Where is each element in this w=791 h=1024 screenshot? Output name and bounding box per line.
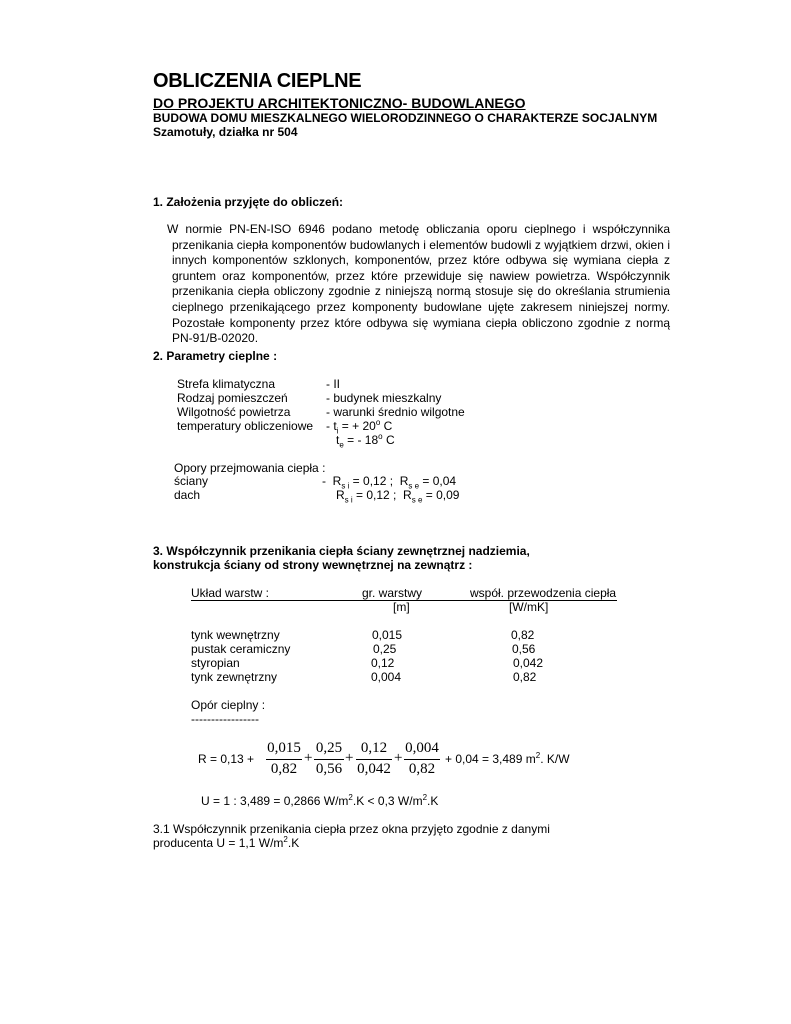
windows-note-line2: producenta U = 1,1 $W/m^2.K$ (153, 835, 300, 850)
formula-lhs: R = 0,13 + (198, 752, 255, 766)
resist-values: - $R_{s i} = 0,12$ ; $R_{s e} = 0,04$ (322, 474, 457, 491)
resistance-dashes: ----------------- (191, 712, 259, 726)
param-label: temperatury obliczeniowe (177, 419, 314, 433)
table-cell-thickness: 0,015 (372, 628, 403, 642)
section1-paragraph: W normie PN-EN-ISO 6946 podano metodę obliczania oporu cieplnego i współczynnika przenikania ciepła komponentów budowlanych i elementów budowli z wyjątkiem drzwi, okien i innych komponentów szklonych, komponentów, przez które odbywa się wymiana ciepła z gruntem oraz komponentów, przez które przewiduje się nawiew powietrza. Współczynnik przenikania ciepła obliczony zgodnie z niniejszą normą stosuje się do określania strumienia cieplnego przenikającego przez komponenty budowlane ujęte zakresem niniejszej normy. Pozostałe komponenty przez które odbywa się wymiana ciepła obliczono zgodnie z normą PN-91/B-02020. (167, 222, 670, 346)
table-header-thickness: gr. warstwy (362, 586, 423, 600)
resist-label: dach (174, 488, 201, 502)
resistance-label: Opór cieplny : (191, 698, 266, 712)
temp-ti: - $t_i$ = + $20^o$ C (326, 418, 393, 436)
param-label: Strefa klimatyczna (177, 377, 276, 391)
project-location: Szamotuły, działka nr 504 (153, 125, 298, 139)
formula-plus: + (304, 750, 313, 766)
param-label: Wilgotność powietrza (177, 405, 291, 419)
formula-fraction: 0,004 0,82 (405, 740, 439, 777)
formula-fraction: 0,25 0,56 (315, 740, 343, 777)
table-cell-layer: styropian (191, 656, 240, 670)
table-cell-thickness: 0,12 (371, 656, 395, 670)
table-cell-conductivity: 0,82 (513, 670, 537, 684)
table-cell-layer: pustak ceramiczny (191, 642, 291, 656)
param-value: - II (326, 377, 340, 391)
section3-heading-line1: 3. Współczynnik przenikania ciepła ściany zewnętrznej nadziemia, (153, 544, 530, 558)
table-cell-layer: tynk wewnętrzny (191, 628, 280, 642)
table-cell-conductivity: 0,82 (511, 628, 535, 642)
param-label: Rodzaj pomieszczeń (177, 391, 288, 405)
param-value: - budynek mieszkalny (326, 391, 442, 405)
resist-values: $R_{s i} = 0,12$ ; $R_{s e} = 0,09$ (336, 488, 460, 505)
table-unit-conductivity: [W/mK] (509, 600, 549, 614)
temp-te: $t_e$ = - 18$^o$ C (336, 432, 395, 450)
table-cell-thickness: 0,25 (373, 642, 397, 656)
table-cell-conductivity: 0,042 (513, 656, 544, 670)
project-name: BUDOWA DOMU MIESZKALNEGO WIELORODZINNEGO O CHARAKTERZE SOCJALNYM (153, 111, 658, 125)
formula-plus: + (345, 750, 354, 766)
table-header-conductivity: współ. przewodzenia ciepła (470, 586, 617, 600)
document-title: OBLICZENIA CIEPLNE (153, 70, 362, 92)
formula-fraction: 0,12 0,042 (357, 740, 391, 777)
resist-label: ściany (174, 474, 209, 488)
table-cell-conductivity: 0,56 (512, 642, 536, 656)
resist-heading: Opory przejmowania ciepła : (174, 461, 326, 475)
u-value-line: U = 1 : 3,489 = 0,2866 $W/m^2.K < 0,3$ $W/m^2.K$ (201, 793, 439, 808)
formula-result: + 0,04 = 3,489 $m^2$. K/W (445, 751, 570, 766)
document-subtitle: DO PROJEKTU ARCHITEKTONICZNO- BUDOWLANEGO (153, 95, 526, 111)
table-cell-layer: tynk zewnętrzny (191, 670, 278, 684)
formula-fraction: 0,015 0,82 (267, 740, 301, 777)
section1-heading: 1. Założenia przyjęte do obliczeń: (153, 195, 344, 209)
formula-plus: + (394, 750, 403, 766)
section3-heading-line2: konstrukcja ściany od strony wewnętrznej na zewnątrz : (153, 558, 473, 572)
table-header-layers: Układ warstw : (191, 586, 270, 600)
windows-note-line1: 3.1 Współczynnik przenikania ciepła przez okna przyjęto zgodnie z danymi (153, 822, 550, 836)
table-cell-thickness: 0,004 (371, 670, 402, 684)
param-value: - warunki średnio wilgotne (326, 405, 465, 419)
section2-heading: 2. Parametry cieplne : (153, 349, 278, 363)
table-unit-thickness: [m] (393, 600, 410, 614)
